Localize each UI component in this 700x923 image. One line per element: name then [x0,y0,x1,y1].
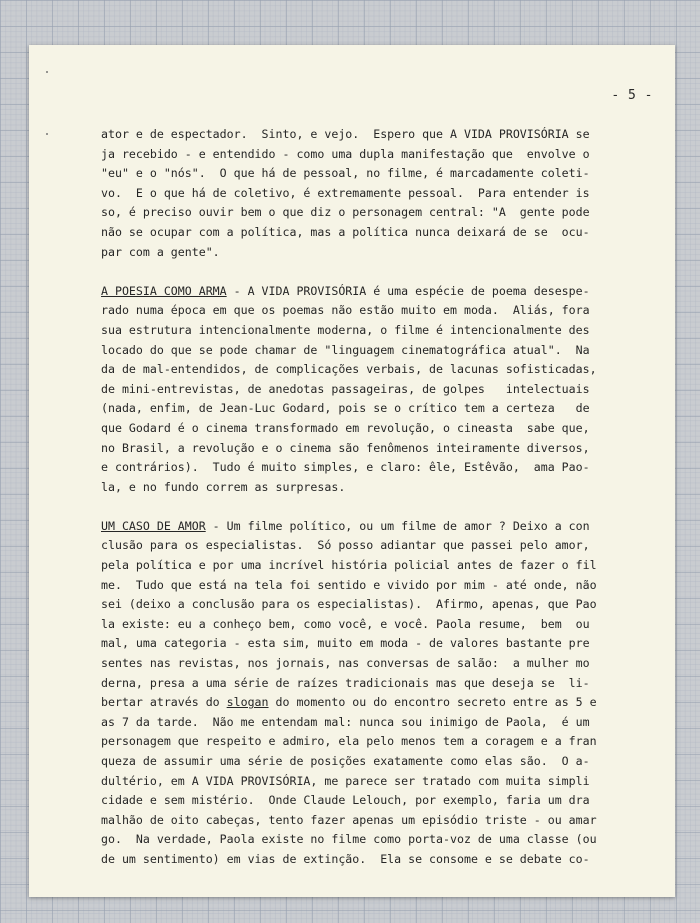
text-line: dultério, em A VIDA PROVISÓRIA, me parece ser tratado com muita simpli [101,773,590,788]
text-line: ja recebido - e entendido - como uma dupla manifestação que envolve o [101,146,590,161]
text-line: derna, presa a uma série de raízes tradicionais mas que deseja se li- [101,675,590,690]
text-line: A POESIA COMO ARMA - A VIDA PROVISÓRIA é uma espécie de poema desespe- [101,283,590,298]
text-line: personagem que respeito e admiro, ela pelo menos tem a coragem e a fran [101,734,597,749]
text-line: ator e de espectador. Sinto, e vejo. Espero que A VIDA PROVISÓRIA se [101,127,590,141]
text-line: sei (deixo a conclusão para os especialistas). Afirmo, apenas, que Pao [101,597,597,612]
paragraph-gap [101,497,656,517]
text-line: queza de assumir uma série de posições exatamente como elas são. O a- [101,754,590,768]
paper-speck [46,71,48,73]
paragraph-gap [101,262,656,282]
text-line: de mini-entrevistas, de anedotas passageiras, de golpes intelectuais [101,381,590,396]
text-line: não se ocupar com a política, mas a política nunca deixará de se ocu- [101,224,590,239]
text-line: locado do que se pode chamar de "linguagem cinematográfica atual". Na [101,342,590,357]
text-line: pela política e por uma incrível história policial antes de fazer o fil [101,558,597,573]
text-line: go. Na verdade, Paola existe no filme como porta-voz de uma classe (ou [101,832,597,847]
paper-speck [46,133,48,135]
page-number: - 5 - [611,88,653,103]
text-line: cidade e sem mistério. Onde Claude Lelouch, por exemplo, faria um dra [101,793,590,808]
text-line: bertar através do slogan do momento ou do encontro secreto entre as 5 e [101,695,597,710]
underlined-text: A POESIA COMO ARMA [101,283,227,298]
text-line: da de mal-entendidos, de complicações verbais, de lacunas sofisticadas, [101,362,597,377]
typewritten-page [29,45,675,897]
text-line: clusão para os especialistas. Só posso adiantar que passei pelo amor, [101,538,590,553]
text-line: que Godard é o cinema transformado em revolução, o cineasta sabe que, [101,420,590,435]
text-line: vo. E o que há de coletivo, é extremamente pessoal. Para entender is [101,185,590,200]
text-line: la existe: eu a conheço bem, como você, e você. Paola resume, bem ou [101,616,590,631]
underlined-text: UM CASO DE AMOR [101,518,206,533]
text-line: so, é preciso ouvir bem o que diz o personagem central: "A gente pode [101,205,590,220]
text-line: "eu" e o "nós". O que há de pessoal, no filme, é marcadamente coleti- [101,166,590,181]
text-line: sua estrutura intencionalmente moderna, o filme é intencionalmente des [101,322,590,337]
underlined-text: slogan [226,695,269,710]
text-line: de um sentimento) em vias de extinção. Ela se consome e se debate co- [101,851,590,866]
text-line: mal, uma categoria - esta sim, muito em moda - de valores bastante pre [101,636,590,651]
body-text [101,125,656,870]
text-line: e contrários). Tudo é muito simples, e claro: êle, Estêvão, ama Pao- [101,460,590,475]
text-line: no Brasil, a revolução e o cinema são fenômenos inteiramente diversos, [101,440,590,455]
text-line: rado numa época em que os poemas não estão muito em moda. Aliás, fora [101,303,590,318]
text-line: la, e no fundo correm as surpresas. [101,479,346,494]
text-line: me. Tudo que está na tela foi sentido e vivido por mim - até onde, não [101,577,597,592]
text-line: (nada, enfim, de Jean-Luc Godard, pois se o crítico tem a certeza de [101,401,590,416]
text-line: UM CASO DE AMOR - Um filme político, ou um filme de amor ? Deixo a con [101,518,590,533]
text-line: malhão de oito cabeças, tento fazer apenas um episódio triste - ou amar [101,812,597,827]
text-line: as 7 da tarde. Não me entendam mal: nunca sou inimigo de Paola, é um [101,714,590,729]
text-line: par com a gente". [101,244,220,259]
text-line: sentes nas revistas, nos jornais, nas conversas de salão: a mulher mo [101,656,590,671]
